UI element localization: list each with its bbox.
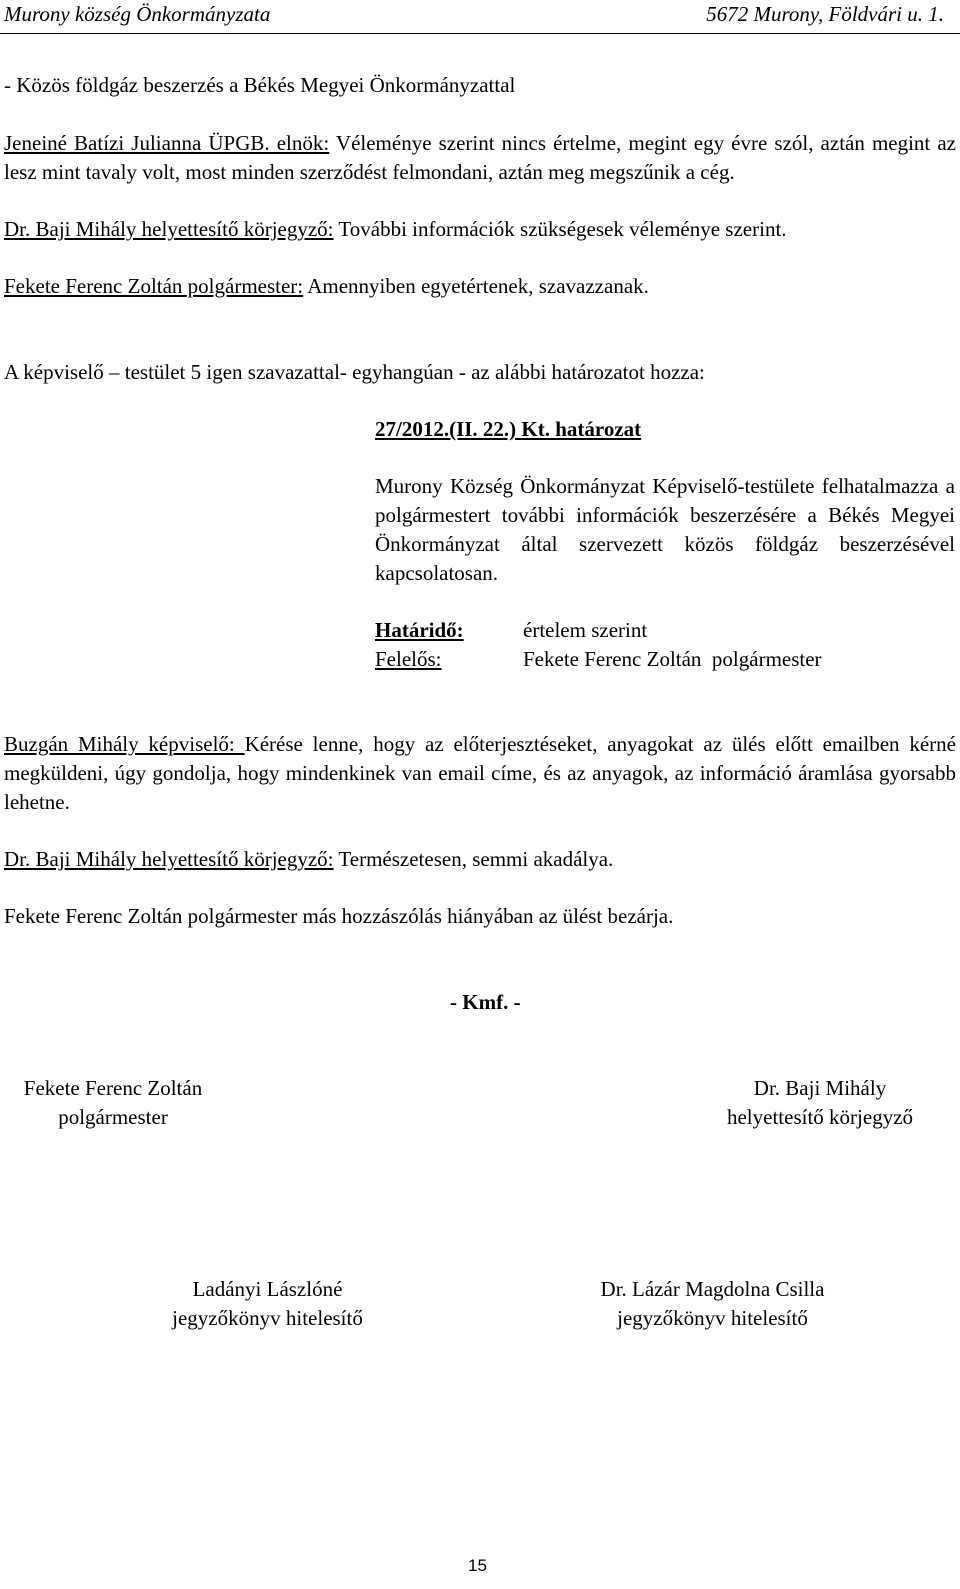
statement-text: További információk szükségesek véleménye szerint.	[333, 217, 787, 241]
signature-title: jegyzőkönyv hitelesítő	[617, 1306, 808, 1330]
signature-title: helyettesítő körjegyző	[726, 1105, 914, 1129]
responsible-label: Felelős:	[375, 647, 442, 671]
speaker-name: Dr. Baji Mihály helyettesítő körjegyző:	[4, 847, 334, 871]
signature-authenticator-1	[145, 1275, 390, 1333]
signature-title: polgármester	[58, 1105, 168, 1129]
speaker-name: Dr. Baji Mihály helyettesítő körjegyző:	[4, 217, 334, 241]
paragraph-mayor-1	[4, 272, 649, 301]
vote-statement: A képviselő – testület 5 igen szavazattal- egyhangúan - az alábbi határozatot hozza:	[4, 360, 705, 384]
header-divider	[0, 33, 960, 34]
responsible-value: Fekete Ferenc Zoltán polgármester	[523, 647, 822, 671]
paragraph-notary-1	[4, 215, 787, 244]
statement-text: Véleménye szerint nincs értelme, megint egy évre szól, aztán megint az lesz mint tavaly volt, most minden szerződést felmondani, aztán meg megszűnik a cég.	[4, 131, 956, 184]
paragraph-notary-2	[4, 845, 613, 874]
signature-mayor	[4, 1074, 222, 1132]
statement-text: Amennyiben egyetértenek, szavazzanak.	[303, 274, 649, 298]
closing-statement: Fekete Ferenc Zoltán polgármester más hozzászólás hiányában az ülést bezárja.	[4, 904, 674, 928]
kmf-mark: - Kmf. -	[450, 990, 521, 1014]
signature-name: Fekete Ferenc Zoltán	[23, 1076, 203, 1100]
speaker-name: Buzgán Mihály képviselő:	[4, 732, 245, 756]
signature-notary	[700, 1074, 940, 1132]
page-number: 15	[468, 1556, 487, 1575]
paragraph-representative	[4, 730, 956, 817]
deadline-label: Határidő:	[375, 618, 464, 642]
paragraph-upgb-chair	[4, 129, 956, 187]
speaker-name: Jeneiné Batízi Julianna ÜPGB. elnök:	[4, 131, 330, 155]
resolution-title: 27/2012.(II. 22.) Kt. határozat	[375, 417, 642, 441]
agenda-item: - Közös földgáz beszerzés a Békés Megyei Önkormányzattal	[4, 73, 516, 97]
deadline-value: értelem szerint	[523, 618, 648, 642]
signature-name: Dr. Lázár Magdolna Csilla	[600, 1277, 825, 1301]
speaker-name: Fekete Ferenc Zoltán polgármester:	[4, 274, 304, 298]
resolution-body: Murony Község Önkormányzat Képviselő-testülete felhatalmazza a polgármestert további információk beszerzésére a Békés Megyei Önkormányzat által szervezett közös földgáz beszerzésével kapcsolatosan.	[375, 474, 955, 585]
statement-text: Természetesen, semmi akadálya.	[333, 847, 614, 871]
signature-title: jegyzőkönyv hitelesítő	[172, 1306, 363, 1330]
signature-name: Ladányi Lászlóné	[192, 1277, 343, 1301]
header-address: 5672 Murony, Földvári u. 1.	[706, 2, 944, 26]
header-municipality: Murony község Önkormányzata	[4, 2, 271, 26]
signature-name: Dr. Baji Mihály	[753, 1076, 887, 1100]
signature-authenticator-2	[570, 1275, 855, 1333]
statement-text: Kérése lenne, hogy az előterjesztéseket, anyagokat az ülés előtt emailben kérné megküldeni, úgy gondolja, hogy mindenkinek van email címe, és az anyagok, az információ áramlása gyorsabb lehetne.	[4, 732, 956, 814]
